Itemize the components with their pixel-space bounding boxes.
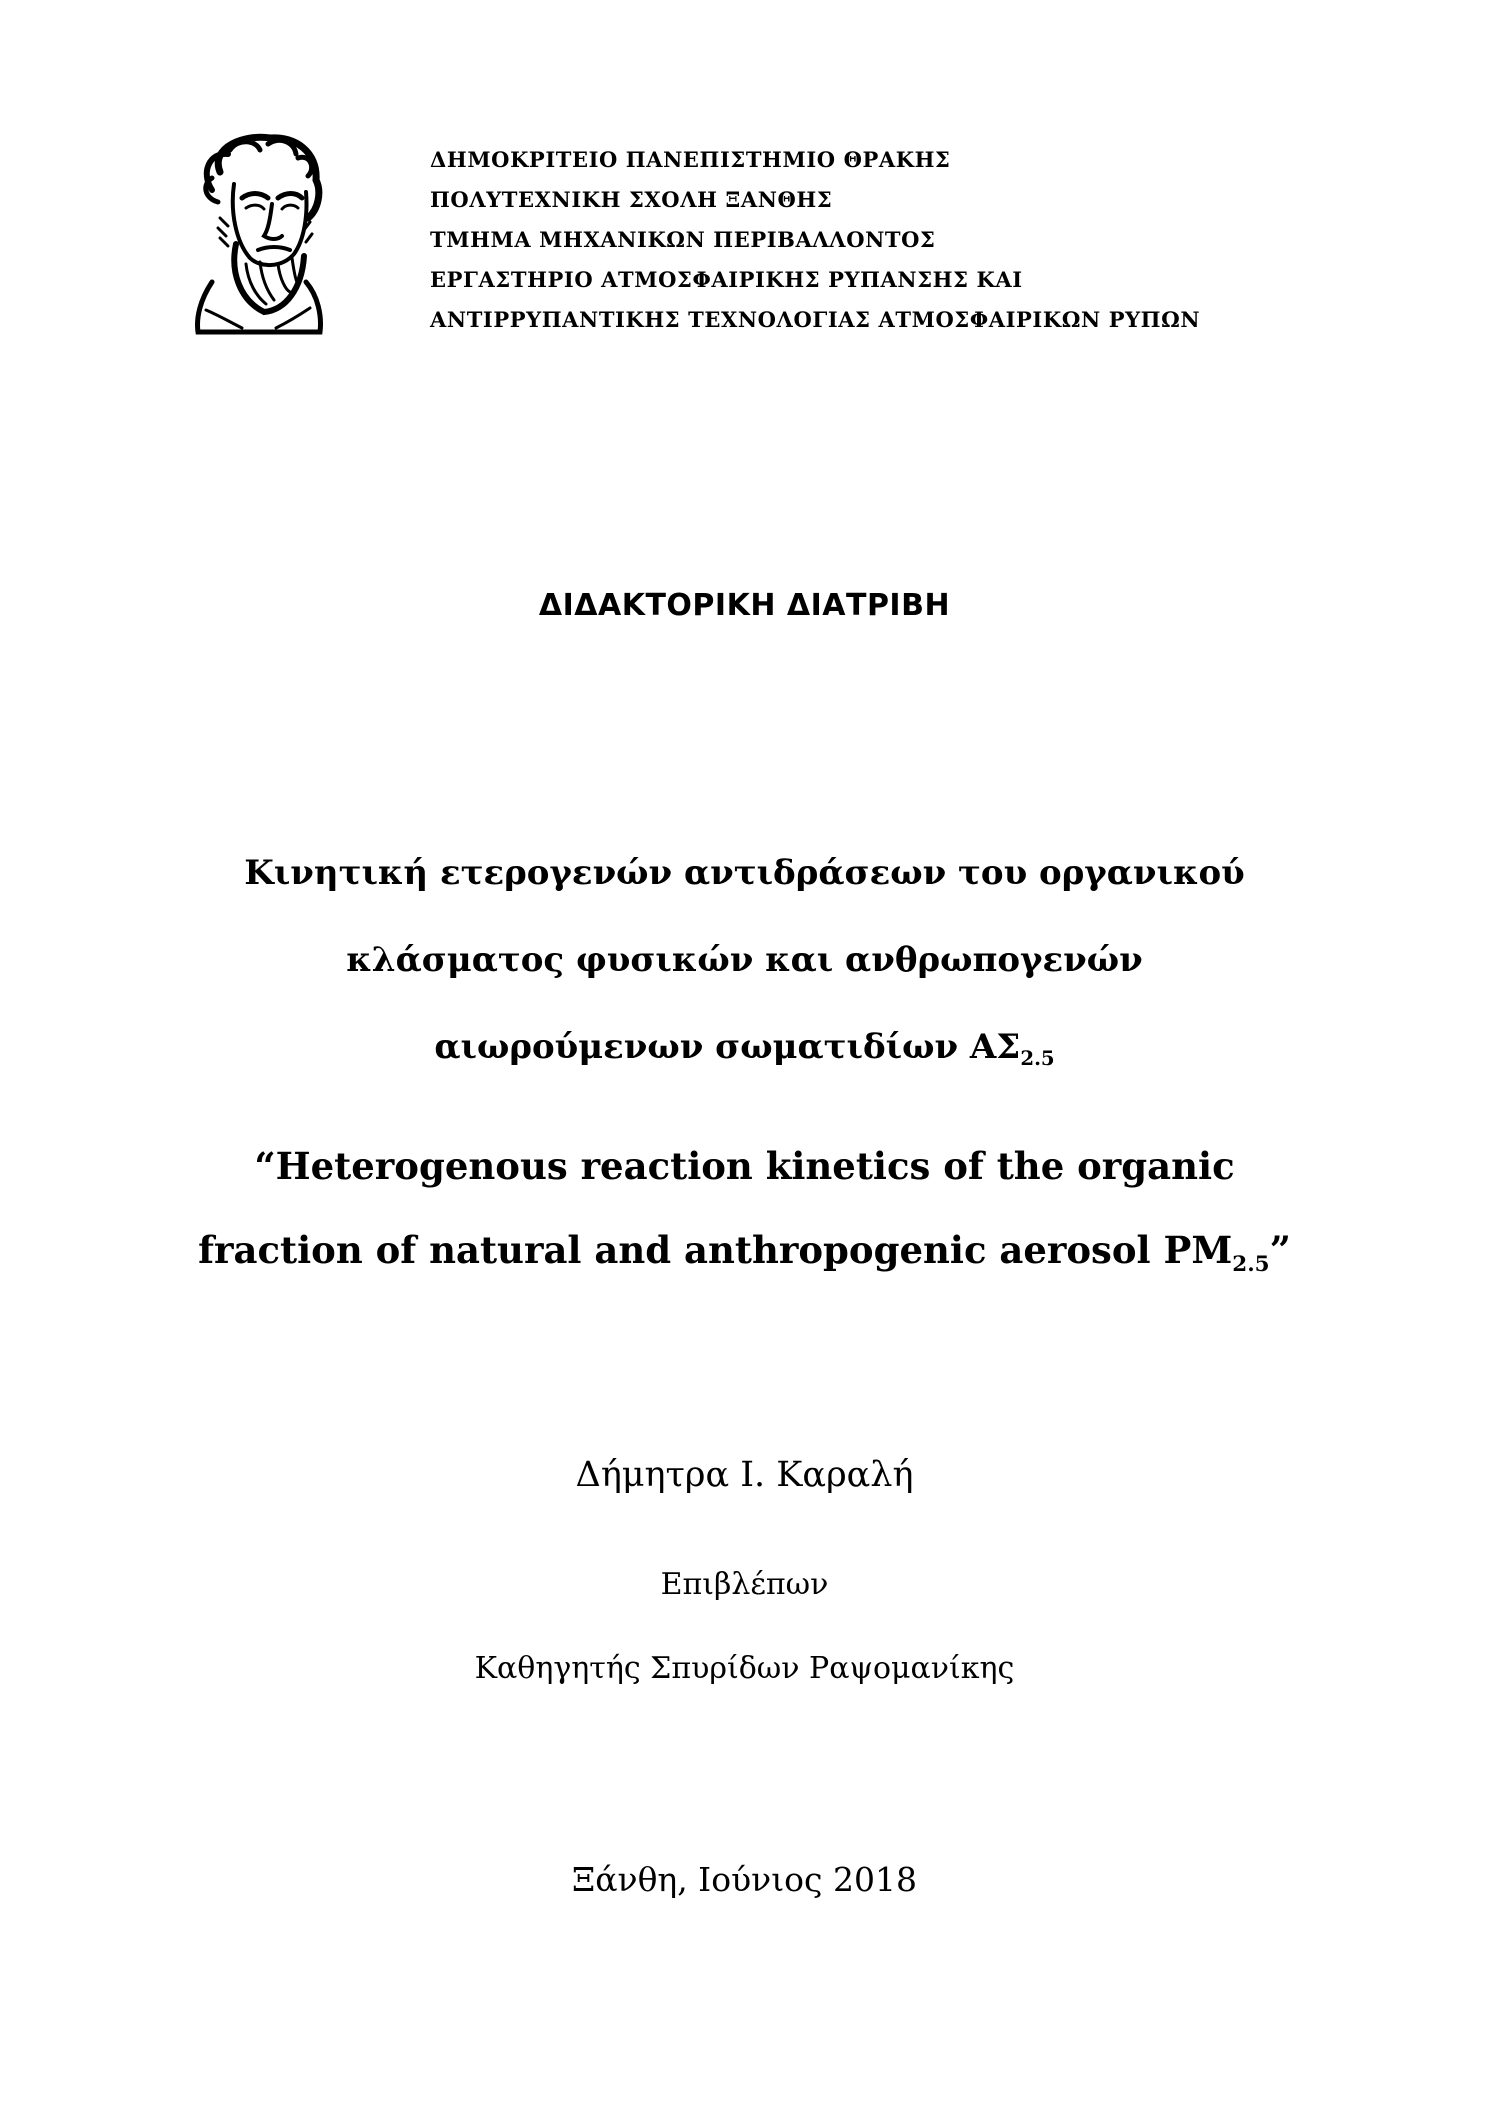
institution-block (430, 140, 1200, 340)
institution-line-university: ΔΗΜΟΚΡΙΤΕΙΟ ΠΑΝΕΠΙΣΤΗΜΙΟ ΘΡΑΚΗΣ (430, 147, 951, 172)
author-name: Δήμητρα Ι. Καραλή (575, 1455, 914, 1495)
supervisor-label: Επιβλέπων (660, 1567, 829, 1602)
institution-line-school: ΠΟΛΥΤΕΧΝΙΚΗ ΣΧΟΛΗ ΞΑΝΘΗΣ (430, 187, 833, 212)
place-date: Ξάνθη, Ιούνιος 2018 (572, 1860, 917, 1899)
title-english-line-2 (0, 1208, 1489, 1292)
institution-line-laboratory-2: ΑΝΤΙΡΡΥΠΑΝΤΙΚΗΣ ΤΕΧΝΟΛΟΓΙΑΣ ΑΤΜΟΣΦΑΙΡΙΚΩΝ ΡΥΠΩΝ (430, 307, 1201, 332)
title-english-closing-quote: ” (1269, 1228, 1291, 1272)
supervisor-name: Καθηγητής Σπυρίδων Ραψομανίκης (474, 1651, 1015, 1686)
title-english-subscript: 2.5 (1232, 1251, 1270, 1277)
title-greek-line-3-text: αιωρούμενων σωματιδίων ΑΣ (434, 1027, 1021, 1067)
title-greek (0, 830, 1489, 1091)
title-english-line-1: “Heterogenous reaction kinetics of the organic (254, 1144, 1235, 1188)
institution-line-laboratory-1: ΕΡΓΑΣΤΗΡΙΟ ΑΤΜΟΣΦΑΙΡΙΚΗΣ ΡΥΠΑΝΣΗΣ ΚΑΙ (430, 267, 1023, 292)
title-greek-subscript: 2.5 (1020, 1045, 1055, 1070)
university-logo-bust (190, 132, 326, 338)
title-english-line-2-text: fraction of natural and anthropogenic aerosol PM (198, 1228, 1233, 1272)
title-english (0, 1124, 1489, 1292)
title-greek-line-2: κλάσματος φυσικών και ανθρωπογενών (346, 940, 1143, 980)
title-greek-line-3 (0, 1004, 1489, 1091)
title-greek-line-1: Κινητική ετερογενών αντιδράσεων του οργανικού (244, 853, 1245, 893)
institution-line-department: ΤΜΗΜΑ ΜΗΧΑΝΙΚΩΝ ΠΕΡΙΒΑΛΛΟΝΤΟΣ (430, 227, 936, 252)
document-type: ΔΙΔΑΚΤΟΡΙΚΗ ΔΙΑΤΡΙΒΗ (538, 588, 951, 623)
